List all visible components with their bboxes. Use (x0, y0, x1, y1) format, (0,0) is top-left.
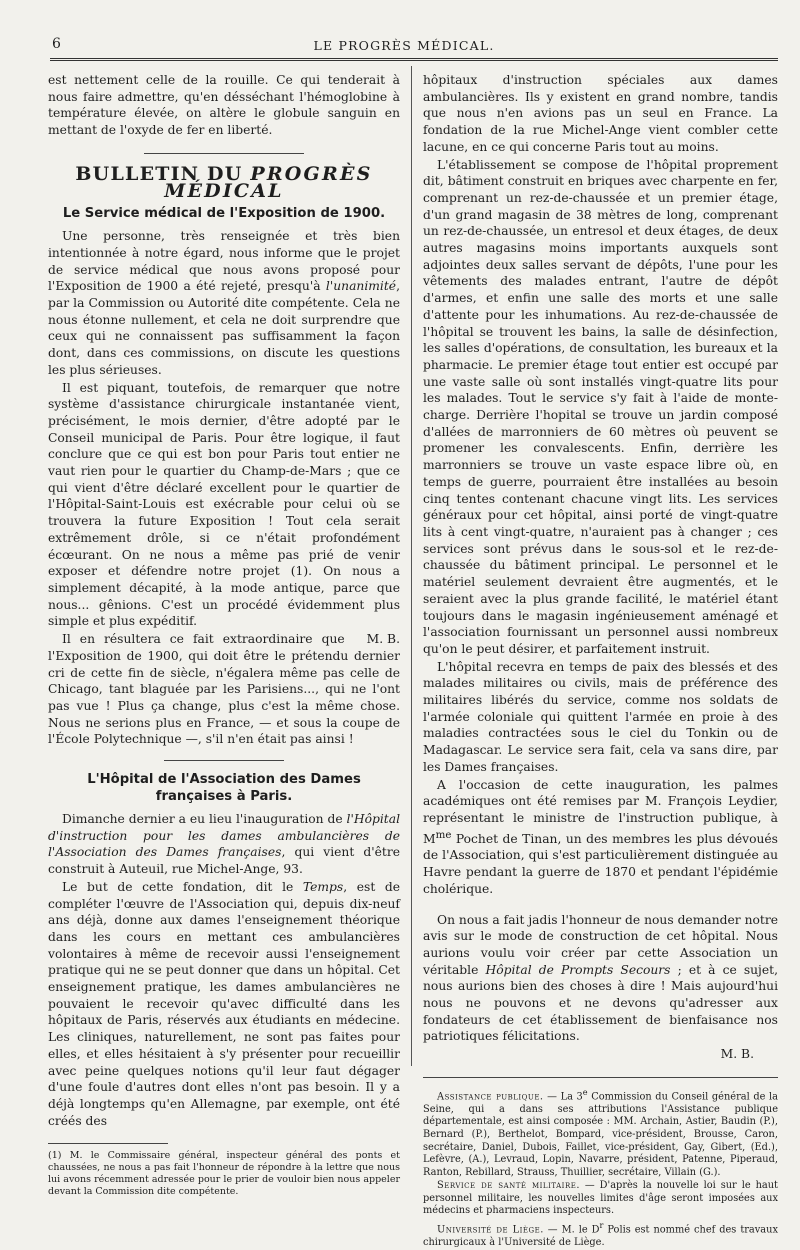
page-number: 6 (52, 36, 61, 52)
article-paragraph (48, 811, 400, 878)
header-rule (50, 58, 778, 61)
section-rule (164, 760, 284, 761)
article-paragraph: L'établissement se compose de l'hôpital proprement dit, bâtiment construit en briques avec charpente en fer, comprenant un rez-de-chaussée et un premier étage, d'un grand magasin de 38 mètres de long, comprenant un rez-de-chaussée, un entresol et deux étages, de deux autres magasins moins importants auxquels sont adjointes deux salles servant de dépôts, l'une pour les vêtements des malades entrant, l'autre de dépôt d'armes, et enfin une salle des morts et une salle d'attente pour les inhumations. Au rez-de-chaussée de l'hôpital se trouvent les bains, la salle de désinfection, les salles d'opérations, de consultation, les bureaux et la pharmacie. Le premier étage tout entier est occupé par une vaste salle où sont installés vingt-quatre lits pour les malades. Tout le service s'y fait à l'aide de monte-charge. Derrière l'hopital se trouve un jardin composé d'allées de marronniers de 60 mètres où peuvent se promener les convalescents. Enfin, derrière les marronniers se trouve un vaste espace libre où, en temps de guerre, pourraient être installées au besoin cinq tentes contenant chacune vingt lits. Les services généraux pour cet hôpital, ainsi porté de vingt-quatre lits à cent vingt-quatre, n'auraient pas à changer ; ces services sont prévus dans le sous-sol et le rez-de-chaussée du bâtiment principal. Le personnel et le matériel seulement devraient être augmentés, et le seraient avec la plus grande facilité, le matériel étant toujours dans le magasin ingénieusement aménagé et l'association fournissant un personnel aussi nombreux qu'on le peut désirer, et parfaitement instruit. (423, 157, 778, 656)
italic-run: l'Hôpital d'instruction pour les dames ambulancières de l'Association des Dames françaises (48, 812, 400, 860)
page-header (30, 34, 778, 58)
text-run: On nous a fait jadis l'honneur de nous demander notre avis sur le mode de construction de cet hôpital. Nous aurions voulu voir créer par cette Association un véritable (423, 912, 778, 977)
column-divider (411, 66, 412, 1066)
italic-run: l'unanimité (325, 279, 397, 294)
signature: M. B. (366, 632, 400, 647)
footnote-rule (48, 1143, 168, 1144)
italic-run: Temps (302, 879, 344, 894)
running-title: LE PROGRÈS MÉDICAL. (313, 38, 495, 53)
text-run: ; et à ce sujet, nous aurions bien des choses à dire ! Mais aujourd'hui nous ne pouvons et ne devons qu'adresser aux fondateurs de cet établissement de bienfaisance nos patriotiques félicitations. (423, 962, 778, 1044)
text-run: Pochet de Tinan, un des membres les plus dévoués de l'Association, qui s'est particulièrement distinguée au Havre pendant la guerre de 1870 et pendant l'épidémie cholérique. (423, 831, 778, 896)
left-column (48, 72, 400, 1198)
note-heading: Assistance publique. (437, 1091, 544, 1103)
text-run: Le but de cette fondation, dit le (62, 879, 303, 894)
text-run: , qui vient d'être construit à Auteuil, rue Michel-Ange, 93. (48, 845, 400, 877)
article-paragraph (48, 228, 400, 378)
text-run: Polis est nommé chef des travaux chirurgicaux à l'Université de Liège. (423, 1224, 778, 1248)
text-run: Commission du Conseil général de la Seine, qui a dans ses attributions l'Assistance publique départementale, est ainsi composée : MM. Archain, Astier, Baudin (P.), Bernard (P.), Berthelot, Bompard, vice-président, Brousse, Caron, secrétaire, Daniel, Dubois, Faillet, vice-président, Gay, Gibert, (Ed.), Lefèvre, (A.), Levraud, Lopin, Navarre, président, Patenne, Piperaud, Ranton, Rebillard, Strauss, Thuillier, secrétaire, Villain (G.). (423, 1091, 778, 1178)
signature: M. B. (720, 1047, 754, 1062)
article-paragraph (48, 879, 400, 1130)
text-run: Dimanche dernier a eu lieu l'inauguration de (62, 812, 347, 827)
article-title-hopital: L'Hôpital de l'Association des Dames françaises à Paris. (87, 772, 361, 805)
text-run: A l'occasion de cette inauguration, les palmes académiques ont été remises par M. François Leydier, représentant le ministre de l'instruction publique, à M (423, 777, 778, 846)
text-run: Une personne, très renseignée et très bien intentionnée à notre égard, nous informe que le projet de service médical que nous avons proposé pour l'Exposition de 1900 a été rejeté, presqu'à (48, 229, 400, 294)
news-notes (423, 1086, 778, 1250)
news-note-sante-militaire (423, 1180, 778, 1218)
text-run: , par la Commission ou Autorité dite compétente. Cela ne nous étonne nullement, et cela ne doit surprendre que ceux qui ne connaissent pas suffisamment la façon dont, dans ces commissions, on discute les questions les plus sérieuses. (48, 279, 400, 377)
bulletin-title-plain: BULLETIN DU (75, 162, 251, 185)
right-column (423, 72, 778, 1250)
intro-paragraph: est nettement celle de la rouille. Ce qui tenderait à nous faire admettre, qu'en désséchant l'hémoglobine à température élevée, on altère le globule sanguin en mettant de l'oxyde de fer en liberté. (48, 73, 400, 138)
text-run: — La 3 (543, 1091, 583, 1103)
section-rule (144, 153, 304, 154)
bulletin-title (48, 162, 400, 202)
footnote: (1) M. le Commissaire général, inspecteur général des ponts et chaussées, ne nous a pas fait l'honneur de répondre à la lettre que nous lui avons récemment adressée pour le prier de vouloir bien nous appeler devant la Commission dite compétente. (48, 1150, 400, 1198)
article-paragraph: hôpitaux d'instruction spéciales aux dames ambulancières. Ils y existent en grand nombre, tandis que nous n'en avions pas un seul en France. La fondation de la rue Michel-Ange vient combler cette lacune, en ce qui concerne Paris tout au moins. (423, 73, 778, 154)
superscript: r (599, 1220, 604, 1231)
article-title-exposition: Le Service médical de l'Exposition de 1900. (62, 206, 386, 222)
superscript: e (582, 1086, 588, 1097)
article-paragraph (423, 912, 778, 1046)
italic-run: Hôpital de Prompts Secours (485, 962, 671, 977)
note-heading: Service de santé militaire. (437, 1180, 580, 1192)
text-run: — M. le D (543, 1224, 600, 1236)
bulletin-title-italic: PROGRÈS MÉDICAL (164, 162, 373, 202)
text-run: Il en résultera ce fait extraordinaire que l'Exposition de 1900, qui doit être le prétendu dernier cri de cette fin de siècle, n'égalera même pas celle de Chicago, tant blaguée par les Parisiens..., qui ne l'ont pas vue ! Plus ça change, plus c'est la même chose. Nous ne serions plus en France, — et sous la coupe de l'École Polytechnique —, s'il n'en était pas ainsi ! (48, 632, 400, 747)
article-paragraph: Il est piquant, toutefois, de remarquer que notre système d'assistance chirurgicale instantanée vient, précisément, le mois dernier, d'être adopté par le Conseil municipal de Paris. Pour être logique, il faut conclure que ce qui est bon pour Paris tout entier ne vaut rien pour le quartier du Champ-de-Mars ; que ce qui vient d'être déclaré excellent pour le quartier de l'Hôpital-Saint-Louis est exécrable pour celui où se trouvera la future Exposition ! Tout cela serait extrêmement drôle, si ce n'était profondément écœurant. On ne nous a même pas prié de venir exposer et défendre notre projet (1). On nous a simplement décapité, à la mode antique, parce que nous... gênions. C'est un procédé évidemment plus simple et plus expéditif. (48, 380, 400, 629)
news-note-liege (423, 1219, 778, 1249)
notes-rule (423, 1077, 778, 1078)
text-run: — D'après la nouvelle loi sur le haut personnel militaire, les nouvelles limites d'âge seront imposées aux médecins et pharmaciens inspecteurs. (423, 1180, 778, 1217)
article-paragraph (423, 777, 778, 898)
article-paragraph: L'hôpital recevra en temps de paix des blessés et des malades militaires ou civils, mais de préférence des militaires libérés du service, comme nos soldats de l'armée coloniale qui quittent l'armée en proie à des maladies contractées sous le ciel du Tonkin ou de Madagascar. Le service sera fait, cela va sans dire, par les Dames françaises. (423, 659, 778, 774)
news-note-assistance (423, 1086, 778, 1179)
article-paragraph (48, 631, 400, 748)
text-run: , est de compléter l'œuvre de l'Association qui, depuis dix-neuf ans déjà, donne aux dames l'enseignement théorique dans les cours en mettant ces ambulancières volontaires à même de recevoir aussi l'enseignement pratique qui ne se peut donner que dans un hôpital. Cet enseignement pratique, les dames ambulancières ne pouvaient le recevoir qu'avec difficulté dans les hôpitaux de Paris, réservés aux étudiants en médecine. Les cliniques, naturellement, ne sont pas faites pour elles, et elles hésitaient à s'y présenter pour recueillir avec peine quelques notions qu'il leur faut dégager d'une foule d'autres dont elles n'ont pas besoin. Il y a déjà longtemps qu'en Allemagne, par exemple, ont été créés des (48, 879, 401, 1128)
note-heading: Université de Liège. (437, 1224, 544, 1236)
superscript: me (435, 828, 452, 841)
